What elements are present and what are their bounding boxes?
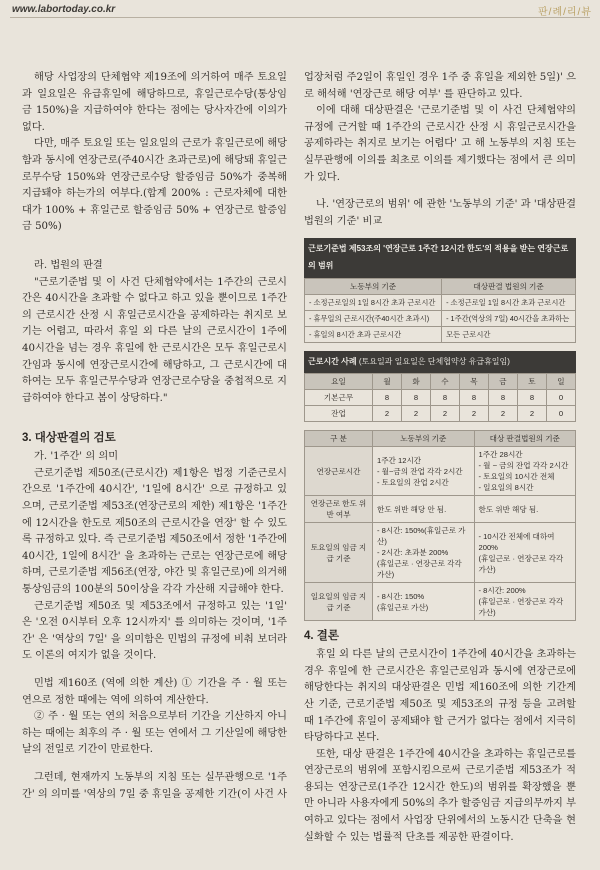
cell-line: 한도 위반 해당 안 됨. bbox=[377, 504, 447, 514]
day-header: 금 bbox=[488, 374, 517, 390]
table-cell: 잔업 bbox=[305, 406, 373, 422]
table2-title-note: (토요일과 일요일은 단체협약상 유급휴일임) bbox=[358, 356, 510, 366]
comparison-table bbox=[304, 430, 576, 621]
row-label: 일요일의 임금 지급 기준 bbox=[305, 583, 373, 621]
row-label: 연장근로시간 bbox=[305, 447, 373, 496]
day-header: 월 bbox=[373, 374, 402, 390]
table-header: 대상판결 법원의 기준 bbox=[442, 278, 576, 294]
day-header: 요일 bbox=[305, 374, 373, 390]
table-row bbox=[305, 294, 576, 310]
table-cell: 8 bbox=[402, 390, 431, 406]
table1-title: 근로기준법 제53조의 '연장근로 1주간 12시간 한도'의 적용을 받는 연장근로의 범위 bbox=[304, 238, 576, 277]
paragraph: 근로기준법 제50조 및 제53조에서 규정하고 있는 '1일' 은 '오전 0시부터 오후 12시까지' 를 의미하는 것이며, '1주간' 은 '역상의 7일' 을 의미함은 민법의 규정에 비춰 보더라도 이론의 여지가 없을 것이다. bbox=[22, 600, 287, 662]
table-row bbox=[305, 310, 576, 326]
page-header bbox=[0, 0, 600, 22]
table-cell: - 휴일의 8시간 초과 근로시간 bbox=[305, 326, 442, 342]
cell-line: - 토요일의 잔업 2시간 bbox=[377, 477, 449, 487]
table-cell: 2 bbox=[402, 406, 431, 422]
day-header: 일 bbox=[546, 374, 575, 390]
table-cell: 기본근무 bbox=[305, 390, 373, 406]
cell-line: (휴일근로 · 연장근로 각각 가산) bbox=[377, 559, 462, 580]
section-heading-3: 3. 대상판결의 검토 bbox=[22, 432, 116, 445]
table2-title bbox=[304, 351, 576, 374]
table-cell: 8 bbox=[517, 390, 546, 406]
day-header: 토 bbox=[517, 374, 546, 390]
table-cell bbox=[373, 447, 475, 496]
paragraph: ② 주 · 월 또는 연의 처음으로부터 기간을 기산하지 아니하는 때에는 최후의 주 · 월 또는 연에서 그 기산일에 해당한 날의 전일로 기간이 만료한다. bbox=[22, 711, 287, 756]
cell-line: - 2시간: 초과분 200% bbox=[377, 548, 449, 558]
table-cell: 2 bbox=[459, 406, 488, 422]
table-row bbox=[305, 583, 576, 621]
paragraph: 이에 대해 대상판결은 '근로기준법 및 이 사건 단체협약의 규정에 근거할 때 1주간의 근로시간 산정 시 휴일근로시간을 공제하라는 취지로 보기는 어렵다' 고 해 노동부의 지침 또는 실무관행에 이의를 최초로 이의를 제기했다는 점에서 큰 의미가 있다. bbox=[304, 105, 576, 183]
table-cell: - 소정근로일 1일 8시간 초과 근로시간 bbox=[442, 294, 576, 310]
table-header: 노동부의 기준 bbox=[373, 431, 475, 447]
day-header: 목 bbox=[459, 374, 488, 390]
header-rule bbox=[10, 17, 590, 18]
paragraph: 다만, 매주 토요일 또는 일요일의 근로가 휴일근로에 해당함과 동시에 연장근로(주40시간 초과근로)에 해당돼 휴일근로무수당 150%와 연장근로수당 할증임금 50%가 중복해 지급돼야 하는가의 여부다.(합계 200% : 근로자체에 대한 대가 100% + 휴일근로 할증임금 50% + 연장근로 할증임금 50%) bbox=[22, 138, 287, 233]
subheading-ga: 가. '1주간' 의 의미 bbox=[34, 451, 119, 463]
table-row bbox=[305, 447, 576, 496]
cell-line: (휴일근로 · 연장근로 각각 가산) bbox=[478, 553, 564, 574]
table2-title-text: 근로시간 사례 bbox=[308, 356, 357, 366]
cell-line: - 일요일의 8시간 bbox=[478, 483, 534, 493]
table-cell: 0 bbox=[546, 406, 575, 422]
table-cell: 2 bbox=[488, 406, 517, 422]
section-heading-4: 4. 결론 bbox=[304, 630, 340, 643]
table-row bbox=[305, 390, 576, 406]
cell-line: 한도 위반 해당 됨. bbox=[478, 504, 539, 514]
table-cell bbox=[474, 496, 576, 523]
left-column bbox=[22, 70, 287, 803]
table-cell bbox=[373, 583, 475, 621]
table-cell: 8 bbox=[373, 390, 402, 406]
paragraph: 휴일 외 다른 날의 근로시간이 1주간에 40시간을 초과하는 경우 휴일에 한 근로시간은 휴일근로임과 동시에 연장근로에 해당한다는 취지의 대상판결은 민법 제160조에 의한 기간계산 기준, 근로기준법 제50조 및 제53조의 규정 등을 고려할 때 1주간에 휴일이 공제돼야 할 근거가 없다는 점에서 지극히 타당하다고 본다. bbox=[304, 649, 576, 744]
cell-line: - 10시간 전체에 대하여 200% bbox=[478, 531, 555, 552]
paragraph: 근로기준법 제50조(근로시간) 제1항은 법정 기준근로시간으로 '1주간에 40시간', '1일에 8시간' 으로 규정하고 있으며, 근로기준법 제53조(연장근로의 제한) 제1항은 '1주간에 12시간을 한도로 제50조의 근로시간을 연장' 할 수 있도록 규정하고 있다. 즉 근로기준법 제50조에서 정한 '1주간에 40시간, 1일에 8시간' 을 초과하는 근로는 연장근로에 해당하며, 근로기준법 제56조(연장, 야간 및 휴일근로)에 의거해 통상임금의 100분의 50이상을 각각 가산해 지급해야 한다. bbox=[22, 467, 287, 596]
table-cell: - 휴무일의 근로시간(주40시간 초과시) bbox=[305, 310, 442, 326]
table-cell: - 소정근로일의 1일 8시간 초과 근로시간 bbox=[305, 294, 442, 310]
table-row bbox=[305, 496, 576, 523]
cell-line: - 8시간: 150% bbox=[377, 591, 425, 601]
table-cell: 2 bbox=[373, 406, 402, 422]
table-cell: 8 bbox=[459, 390, 488, 406]
cell-line: - 8시간: 200% bbox=[478, 586, 526, 596]
row-label: 토요일의 임금 지급 기준 bbox=[305, 523, 373, 583]
cell-line: - 월~금의 잔업 각각 2시간 bbox=[377, 466, 463, 476]
paragraph: 해당 사업장의 단체협약 제19조에 의거하여 매주 토요일과 일요일은 유급휴일에 해당하므로, 휴일근로수당(통상임금 150%)을 지급하여야 한다는 점에는 당사자간에 이의가 없다. bbox=[22, 72, 287, 133]
cell-line: (휴일근로 · 연장근로 각각 가산) bbox=[478, 597, 564, 618]
table-cell bbox=[373, 523, 475, 583]
table-row bbox=[305, 523, 576, 583]
overtime-range-table bbox=[304, 278, 576, 343]
paragraph: 또한, 대상 판결은 1주간에 40시간을 초과하는 휴일근로를 연장근로의 범위에 포함시킴으로써 근로기준법 제53조가 적용되는 연장근로(1주간 12시간 한도)의 범위를 확장했을 뿐만 아니라 사용자에게 50%의 추가 할증임금 지급의무까지 부여하고 있다는 점에서 사업장 단위에서의 노동시간 단축을 현실화할 수 있는 법률적 단초를 제공한 판결이다. bbox=[304, 748, 576, 843]
cell-line: - 토요일의 10시간 전체 bbox=[478, 472, 555, 482]
table-cell: - 1주간(역상의 7일) 40시간을 초과하는 bbox=[442, 310, 576, 326]
cell-line: (휴일근로 가산) bbox=[377, 602, 429, 612]
table-cell: 8 bbox=[488, 390, 517, 406]
day-header: 화 bbox=[402, 374, 431, 390]
cell-line: 1주간 12시간 bbox=[377, 455, 422, 465]
table-cell: 0 bbox=[546, 390, 575, 406]
table-header-row bbox=[305, 374, 576, 390]
table-cell bbox=[474, 523, 576, 583]
table-row bbox=[305, 326, 576, 342]
subheading-na: 나. '연장근로의 범위' 에 관한 '노동부의 기준' 과 '대상판결 법원의 기준' 비교 bbox=[304, 199, 576, 227]
site-url: www.labortoday.co.kr bbox=[12, 4, 116, 15]
table-cell bbox=[373, 496, 475, 523]
row-label: 연장근로 한도 위반 여부 bbox=[305, 496, 373, 523]
table-cell bbox=[474, 447, 576, 496]
table-cell: 8 bbox=[430, 390, 459, 406]
table-cell: 2 bbox=[430, 406, 459, 422]
cell-line: 1주간 28시간 bbox=[478, 450, 523, 460]
paragraph: 그런데, 현재까지 노동부의 지침 또는 실무관행으로 '1주간' 의 의미를 '역상의 7일 중 휴일을 공제한 기간(이 사건 사 bbox=[22, 771, 287, 800]
cell-line: - 월 ~ 금의 잔업 각각 2시간 bbox=[478, 461, 569, 471]
subheading-la: 라. 법원의 판결 bbox=[34, 259, 103, 271]
table-cell: 2 bbox=[517, 406, 546, 422]
table-header: 구 분 bbox=[305, 431, 373, 447]
section-label: 판/례/리/뷰 bbox=[538, 7, 592, 18]
cell-line: - 8시간: 150%(휴일근로 가산) bbox=[377, 526, 466, 547]
work-hours-table bbox=[304, 373, 576, 422]
table-cell: 모든 근로시간 bbox=[442, 326, 576, 342]
right-column bbox=[304, 70, 576, 846]
table-cell bbox=[474, 583, 576, 621]
table-header: 노동부의 기준 bbox=[305, 278, 442, 294]
day-header: 수 bbox=[430, 374, 459, 390]
paragraph: "근로기준법 및 이 사건 단체협약에서는 1주간의 근로시간은 40시간을 초과할 수 없다고 하고 있을 뿐이므로 1주간의 근로시간 산정 시 휴일근로시간을 공제하라는 취지로 보기는 어렵고, 따라서 휴일 외 다른 날의 근로시간이 1주에 40시간을 넘는 경우 휴일에 한 근로시간은 모두 휴일근로시간임과 동시에 연장근로시간에 해당하고, 그 근로시간에 대하여는 모두 휴일근무수당과 연장근로수당을 중첩적으로 지급하여야 한다고 봄이 상당하다." bbox=[22, 276, 287, 404]
table-row bbox=[305, 406, 576, 422]
table-header: 대상 판결법원의 기준 bbox=[474, 431, 576, 447]
paragraph: 민법 제160조 (역에 의한 계산) ① 기간을 주 · 월 또는 연으로 정한 때에는 역에 의하여 계산한다. bbox=[22, 678, 287, 706]
paragraph: 업장처럼 주2일이 휴일인 경우 1주 중 휴일을 제외한 5일)' 으로 해석해 '연장근로 해당 여부' 를 판단하고 있다. bbox=[304, 72, 576, 100]
